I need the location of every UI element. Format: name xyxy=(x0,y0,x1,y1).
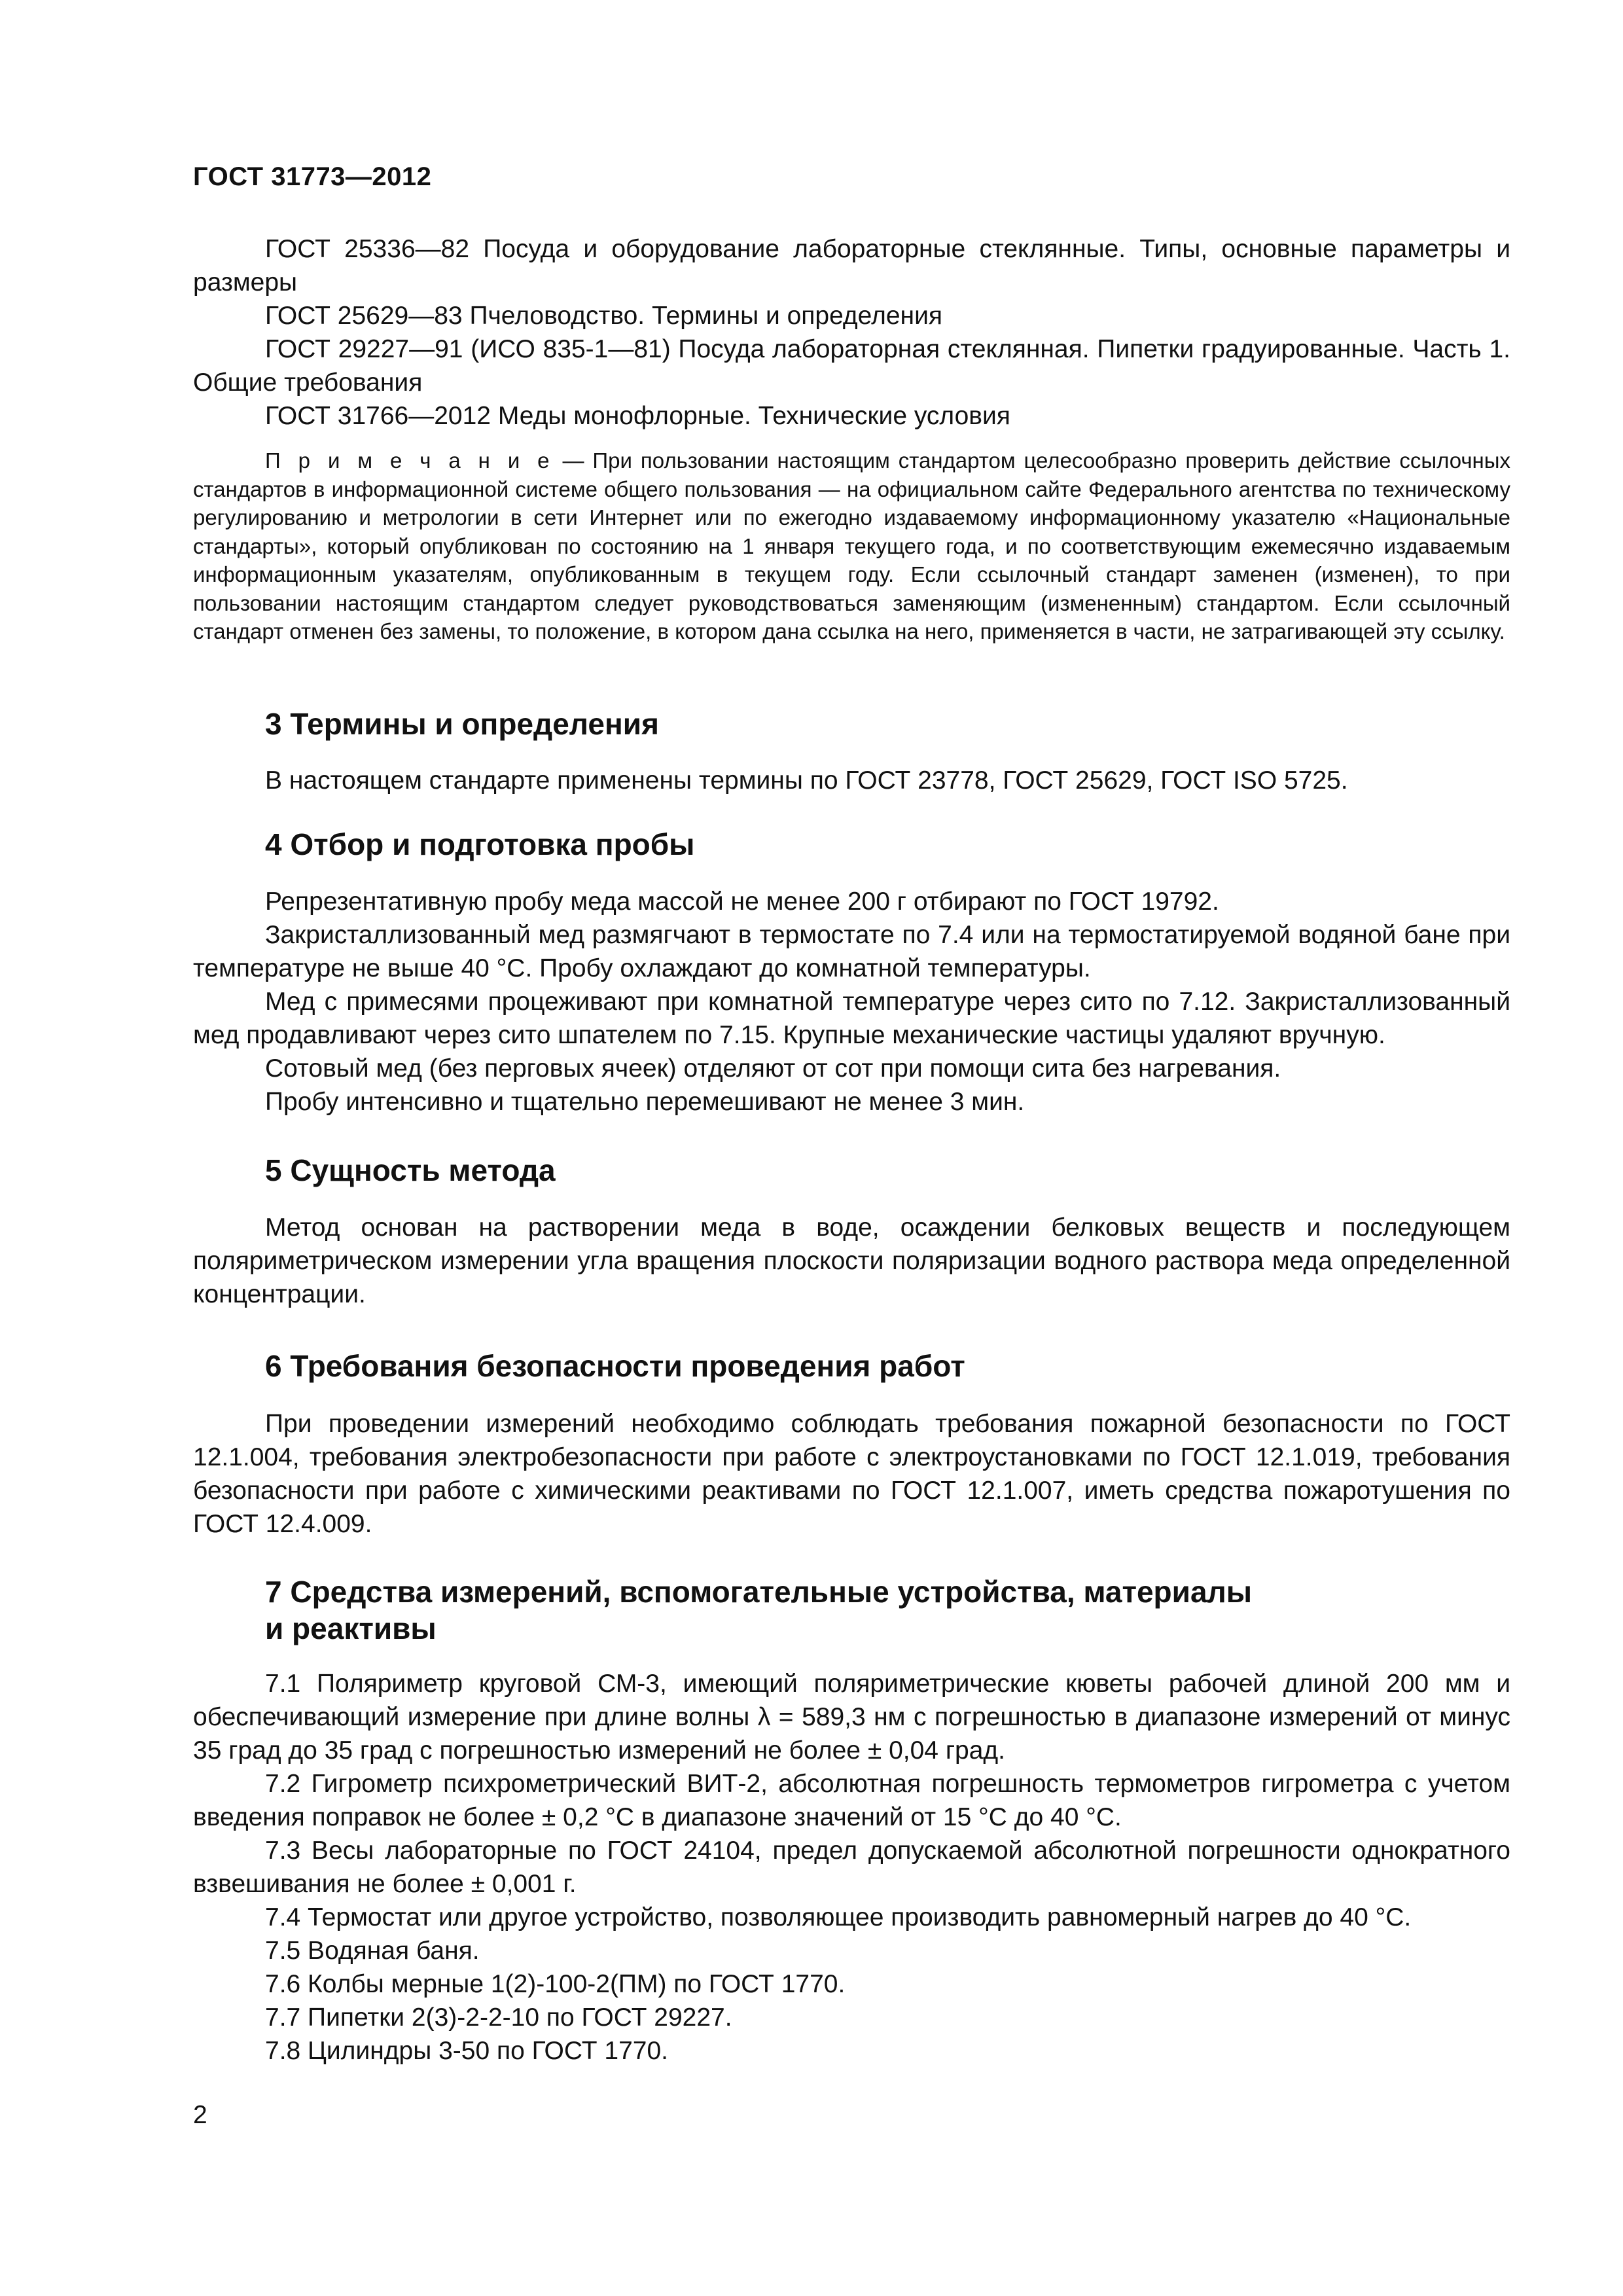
list-item: 7.6 Колбы мерные 1(2)-100-2(ПМ) по ГОСТ 1770. xyxy=(265,1970,846,1998)
section-6-body xyxy=(193,1407,1510,1541)
list-item: 7.1 Поляриметр круговой СМ-3, имеющий поляриметрические кюветы рабочей длиной 200 мм и обеспечивающий измерение при длине волны λ = 589,3 нм с погрешностью в диапазоне измерений от минус 35 град до 35 град с погрешностью измерений не более ± 0,04 град. xyxy=(193,1670,1510,1765)
page-number: 2 xyxy=(193,2101,207,2129)
paragraph: Закристаллизованный мед размягчают в термостате по 7.4 или на термостатируемой водяной бане при температуре не выше 40 °С. Пробу охлаждают до комнатной температуры. xyxy=(193,921,1510,982)
paragraph: Метод основан на растворении меда в воде, осаждении белковых веществ и последующем поляриметрическом измерении угла вращения плоскости поляризации водного раствора меда определенной концентрации. xyxy=(193,1213,1510,1308)
section-4-body xyxy=(193,885,1510,1119)
section-4-heading: 4 Отбор и подготовка пробы xyxy=(265,827,695,861)
paragraph: Пробу интенсивно и тщательно перемешивают не менее 3 мин. xyxy=(265,1088,1025,1116)
section-3-heading: 3 Термины и определения xyxy=(265,707,659,741)
normative-references-list xyxy=(193,232,1510,433)
reference-item: ГОСТ 25336—82 Посуда и оборудование лабораторные стеклянные. Типы, основные параметры и размеры xyxy=(193,235,1510,296)
paragraph: При проведении измерений необходимо соблюдать требования пожарной безопасности по ГОСТ 12.1.004, требования электробезопасности при работе с электроустановками по ГОСТ 12.1.019, требования безопасности при работе с химическими реактивами по ГОСТ 12.1.007, иметь средства пожаротушения по ГОСТ 12.4.009. xyxy=(193,1410,1510,1538)
paragraph: Репрезентативную пробу меда массой не менее 200 г отбирают по ГОСТ 19792. xyxy=(265,888,1219,916)
section-3-body xyxy=(193,764,1510,797)
section-7-heading xyxy=(265,1573,1508,1647)
list-item: 7.7 Пипетки 2(3)-2-2-10 по ГОСТ 29227. xyxy=(265,2003,732,2032)
section-7-body xyxy=(193,1667,1510,2068)
section-5-body xyxy=(193,1211,1510,1311)
reference-item: ГОСТ 31766—2012 Меды монофлорные. Технические условия xyxy=(265,402,1010,430)
list-item: 7.3 Весы лабораторные по ГОСТ 24104, предел допускаемой абсолютной погрешности однократного взвешивания не более ± 0,001 г. xyxy=(193,1837,1510,1898)
paragraph: В настоящем стандарте применены термины по ГОСТ 23778, ГОСТ 25629, ГОСТ ISO 5725. xyxy=(265,766,1348,795)
paragraph: Сотовый мед (без перговых ячеек) отделяют от сот при помощи сита без нагревания. xyxy=(265,1054,1281,1083)
reference-item: ГОСТ 29227—91 (ИСО 835-1—81) Посуда лабораторная стеклянная. Пипетки градуированные. Часть 1. Общие требования xyxy=(193,335,1510,397)
note-paragraph xyxy=(193,446,1510,646)
note-label: П р и м е ч а н и е xyxy=(265,448,554,473)
reference-item: ГОСТ 25629—83 Пчеловодство. Термины и определения xyxy=(265,302,942,330)
section-7-heading-line1: 7 Средства измерений, вспомогательные устройства, материалы xyxy=(265,1575,1253,1609)
section-5-heading: 5 Сущность метода xyxy=(265,1153,556,1187)
note-text: — При пользовании настоящим стандартом целесообразно проверить действие ссылочных стандартов в информационной системе общего пользования — на официальном сайте Федерального агентства по техническому регулированию и метрологии в сети Интернет или по ежегодно издаваемому информационному указателю «Национальные стандарты», который опубликован по состоянию на 1 января текущего года, и по соответствующим ежемесячно издаваемым информационным указателям, опубликованным в текущем году. Если ссылочный стандарт заменен (изменен), то при пользовании настоящим стандартом следует руководствоваться заменяющим (измененным) стандартом. Если ссылочный стандарт отменен без замены, то положение, в котором дана ссылка на него, применяется в части, не затрагивающей эту ссылку. xyxy=(193,448,1510,643)
paragraph: Мед с примесями процеживают при комнатной температуре через сито по 7.12. Закристаллизованный мед продавливают через сито шпателем по 7.15. Крупные механические частицы удаляют вручную. xyxy=(193,988,1510,1049)
section-7-heading-line2: и реактивы xyxy=(265,1611,437,1645)
list-item: 7.4 Термостат или другое устройство, позволяющее производить равномерный нагрев до 40 °С. xyxy=(265,1903,1412,1931)
list-item: 7.2 Гигрометр психрометрический ВИТ-2, абсолютная погрешность термометров гигрометра с учетом введения поправок не более ± 0,2 °С в диапазоне значений от 15 °С до 40 °С. xyxy=(193,1770,1510,1831)
list-item: 7.5 Водяная баня. xyxy=(265,1937,480,1965)
running-header: ГОСТ 31773—2012 xyxy=(193,162,432,191)
section-6-heading: 6 Требования безопасности проведения работ xyxy=(265,1349,965,1383)
list-item: 7.8 Цилиндры 3-50 по ГОСТ 1770. xyxy=(265,2037,669,2065)
